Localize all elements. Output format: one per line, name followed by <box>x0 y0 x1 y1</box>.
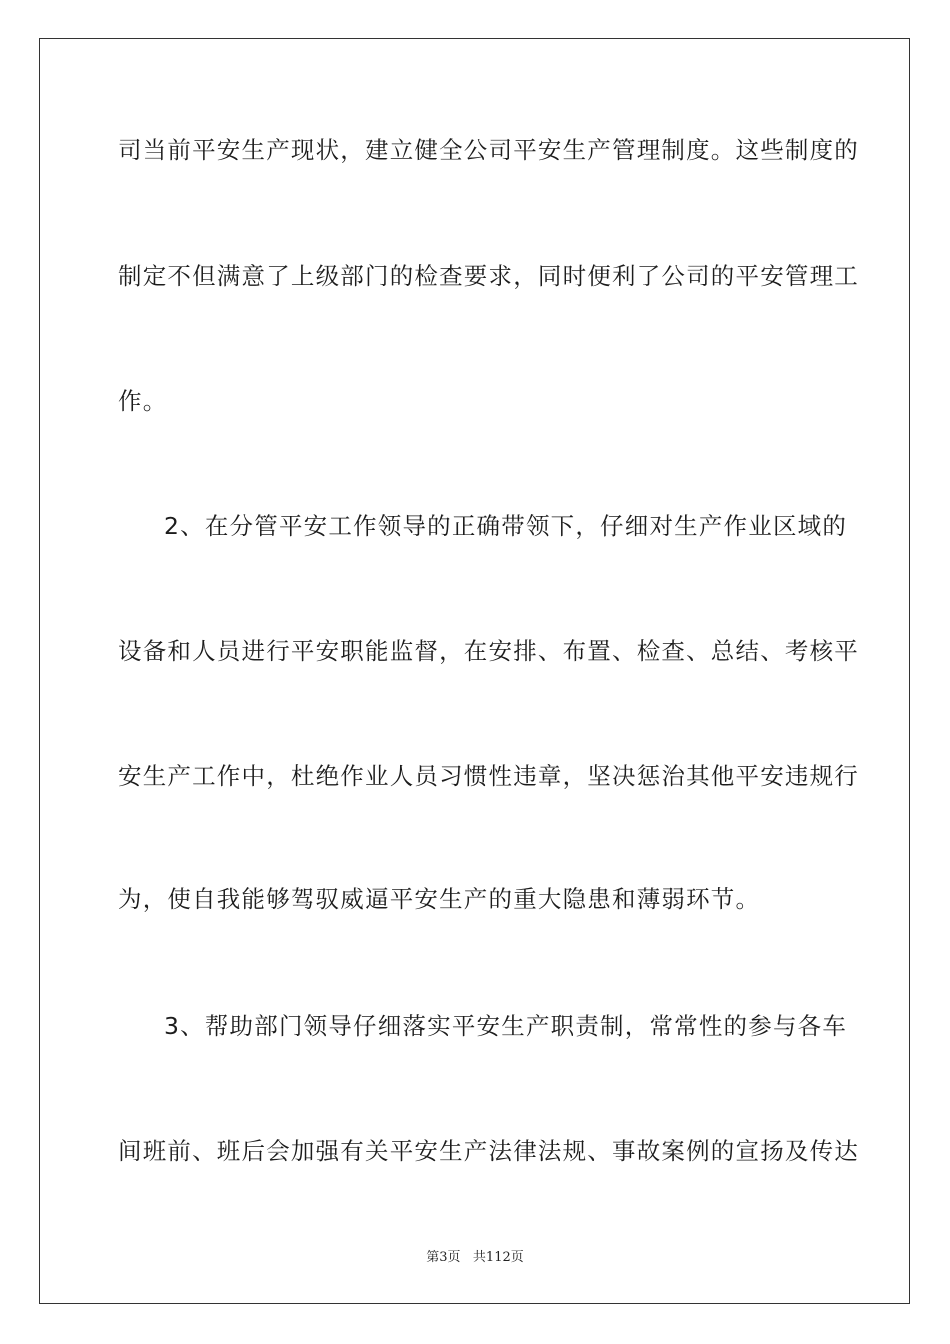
paragraph-2-line-2: 设备和人员进行平安职能监督，在安排、布置、检查、总结、考核平 <box>118 637 859 665</box>
paragraph-3-line-2: 间班前、班后会加强有关平安生产法律法规、事故案例的宣扬及传达 <box>118 1137 859 1165</box>
paragraph-2-line-1: 2、在分管平安工作领导的正确带领下，仔细对生产作业区域的 <box>164 512 848 540</box>
page-number-footer: 第3页 共112页 <box>426 1250 524 1265</box>
paragraph-1-line-1: 司当前平安生产现状，建立健全公司平安生产管理制度。这些制度的 <box>118 136 859 164</box>
paragraph-3-line-1: 3、帮助部门领导仔细落实平安生产职责制，常常性的参与各车 <box>164 1012 848 1040</box>
paragraph-2-line-3: 安生产工作中，杜绝作业人员习惯性违章，坚决惩治其他平安违规行 <box>118 762 859 790</box>
paragraph-1-line-2: 制定不但满意了上级部门的检查要求，同时便利了公司的平安管理工 <box>118 262 859 290</box>
paragraph-2-line-4: 为，使自我能够驾驭威逼平安生产的重大隐患和薄弱环节。 <box>118 885 761 913</box>
page-border <box>39 38 910 1304</box>
paragraph-1-line-3: 作。 <box>118 387 168 415</box>
